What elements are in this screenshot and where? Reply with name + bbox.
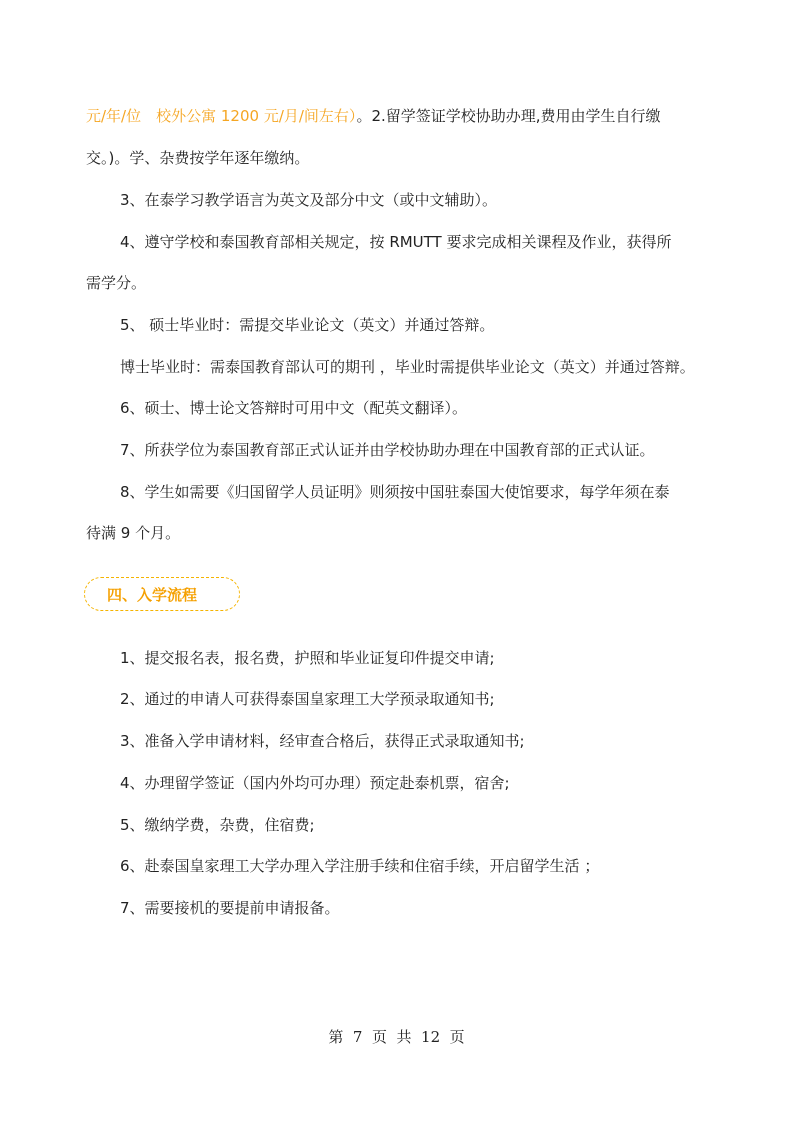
list-item-6: 6、硕士、博士论文答辩时可用中文（配英文翻译）。 [120,399,468,417]
section-heading: 四、入学流程 [107,585,198,604]
paragraph-line-2: 交。)。学、杂费按学年逐年缴纳。 [86,149,310,167]
list-item-8: 8、学生如需要《归国留学人员证明》则须按中国驻泰国大使馆要求，每学年须在泰 [120,483,670,501]
step-7: 7、需要接机的要提前申请报备。 [120,899,340,917]
step-2: 2、通过的申请人可获得泰国皇家理工大学预录取通知书; [120,690,495,708]
step-3: 3、准备入学申请材料，经审查合格后，获得正式录取通知书; [120,732,525,750]
paragraph-line-1 [86,106,661,126]
section-heading-badge [84,577,240,611]
step-4: 4、办理留学签证（国内外均可办理）预定赴泰机票，宿舍; [120,774,510,792]
list-item-7: 7、所获学位为泰国教育部正式认证并由学校协助办理在中国教育部的正式认证。 [120,441,655,459]
accommodation-fee-text: 元/年/位 校外公寓 1200 元/月/间左右） [86,107,357,125]
step-6: 6、赴泰国皇家理工大学办理入学注册手续和住宿手续，开启留学生活 ； [120,857,600,875]
visa-text: 。2.留学签证学校协助办理,费用由学生自行缴 [356,107,661,125]
list-item-5-doctor: 博士毕业时：需泰国教育部认可的期刊 ，毕业时需提供毕业论文（英文）并通过答辩。 [120,358,695,376]
page-number-footer: 第 7 页 共 12 页 [328,1028,465,1046]
list-item-8-continued: 待满 9 个月。 [86,524,181,542]
step-1: 1、提交报名表，报名费，护照和毕业证复印件提交申请; [120,649,495,667]
list-item-5-master: 5、 硕士毕业时：需提交毕业论文（英文）并通过答辩。 [120,316,495,334]
list-item-4-continued: 需学分。 [86,274,147,292]
step-5: 5、缴纳学费，杂费，住宿费; [120,816,315,834]
list-item-4: 4、遵守学校和泰国教育部相关规定，按 RMUTT 要求完成相关课程及作业，获得所 [120,233,672,251]
list-item-3: 3、在泰学习教学语言为英文及部分中文（或中文辅助）。 [120,191,498,209]
